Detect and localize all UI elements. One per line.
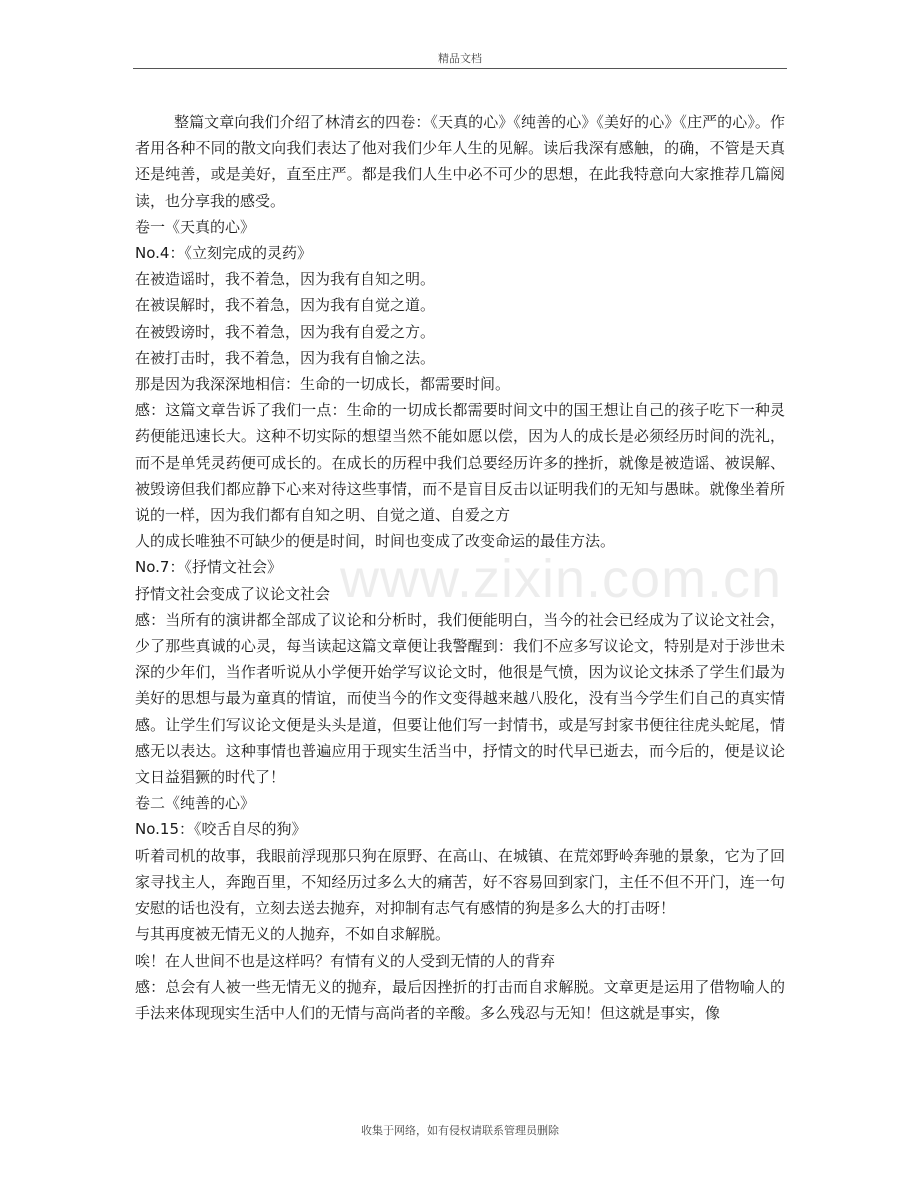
watermark: www.zixin.com.cn [340, 549, 783, 609]
quote-paragraph: 听着司机的故事，我眼前浮现那只狗在原野、在高山、在城镇、在荒郊野岭奔驰的景象，它为了回家寻找主人，奔跑百里，不知经历过多么大的痛苦，好不容易回到家门，主任不但不开门，连一句安慰的话也没有，立刻去送去抛弃，对抑制有志气有感情的狗是多么大的打击呀！ [135, 846, 785, 918]
page-footer: 收集于网络，如有侵权请联系管理员删除 [361, 1124, 559, 1137]
quote-line: 在被造谣时，我不着急，因为我有自知之明。 [135, 270, 436, 289]
section-heading-volume-2: 卷二《纯善的心》 [135, 794, 256, 813]
quote-line: 与其再度被无情无义的人抛弃，不如自求解脱。 [135, 925, 451, 944]
quote-line: 在被误解时，我不着急，因为我有自觉之道。 [135, 296, 436, 315]
article-heading-no7: No.7：《抒情文社会》 [135, 558, 282, 577]
quote-line: 在被打击时，我不着急，因为我有自愉之法。 [135, 348, 436, 367]
reflection-paragraph: 感：总会有人被一些无情无义的抛弃，最后因挫折的打击而自求解脱。文章更是运用了借物喻人的手法来体现现实生活中人们的无情与高尚者的辛酸。多么残忍与无知！但这就是事实，像 [135, 977, 785, 1022]
article-heading-no15: No.15：《咬舌自尽的狗》 [135, 820, 307, 839]
quote-line: 唉！在人世间不也是这样吗？有情有义的人受到无情的人的背弃 [135, 951, 556, 970]
document-body [135, 109, 785, 1026]
quote-line: 抒情文社会变成了议论文社会 [135, 584, 331, 603]
reflection-line: 人的成长唯独不可缺少的便是时间，时间也变成了改变命运的最佳方法。 [135, 532, 616, 551]
quote-line: 在被毁谤时，我不着急，因为我有自爱之方。 [135, 322, 436, 341]
section-heading-volume-1: 卷一《天真的心》 [135, 217, 256, 236]
article-heading-no4: No.4：《立刻完成的灵药》 [135, 244, 312, 263]
reflection-paragraph: 感：这篇文章告诉了我们一点：生命的一切成长都需要时间文中的国王想让自己的孩子吃下一种灵药便能迅速长大。这种不切实际的想望当然不能如愿以偿，因为人的成长是必须经历时间的洗礼，而不是单凭灵药便可成长的。在成长的历程中我们总要经历许多的挫折，就像是被造谣、被误解、被毁谤但我们都应静下心来对待这些事情，而不是盲目反击以证明我们的无知与愚昧。就像坐着所说的一样，因为我们都有自知之明、自觉之道、自爱之方 [135, 401, 785, 525]
quote-line: 那是因为我深深地相信：生命的一切成长，都需要时间。 [135, 375, 511, 394]
intro-paragraph: 整篇文章向我们介绍了林清玄的四卷：《天真的心》《纯善的心》《美好的心》《庄严的心》。作者用各种不同的散文向我们表达了他对我们少年人生的见解。读后我深有感触，的确，不管是天真还是纯善，或是美好，直至庄严。都是我们人生中必不可少的思想，在此我特意向大家推荐几篇阅读，也分享我的感受。 [135, 113, 785, 210]
page-header: 精品文档 [438, 52, 482, 65]
header-divider [133, 68, 787, 69]
reflection-paragraph: 感：当所有的演讲都全部成了议论和分析时，我们便能明白，当今的社会已经成为了议论文社会，少了那些真诚的心灵，每当读起这篇文章便让我警醒到：我们不应多写议论文，特别是对于涉世未深的少年们，当作者听说从小学便开始学写议论文时，他很是气愤，因为议论文抹杀了学生们最为美好的思想与最为童真的情谊，而使当今的作文变得越来越八股化，没有当今学生们自己的真实情感。让学生们写议论文便是头头是道，但要让他们写一封情书，或是写封家书便往往虎头蛇尾，情感无以表达。这种事情也普遍应用于现实生活当中，抒情文的时代早已逝去，而今后的，便是议论文日益猖獗的时代了！ [135, 610, 785, 787]
